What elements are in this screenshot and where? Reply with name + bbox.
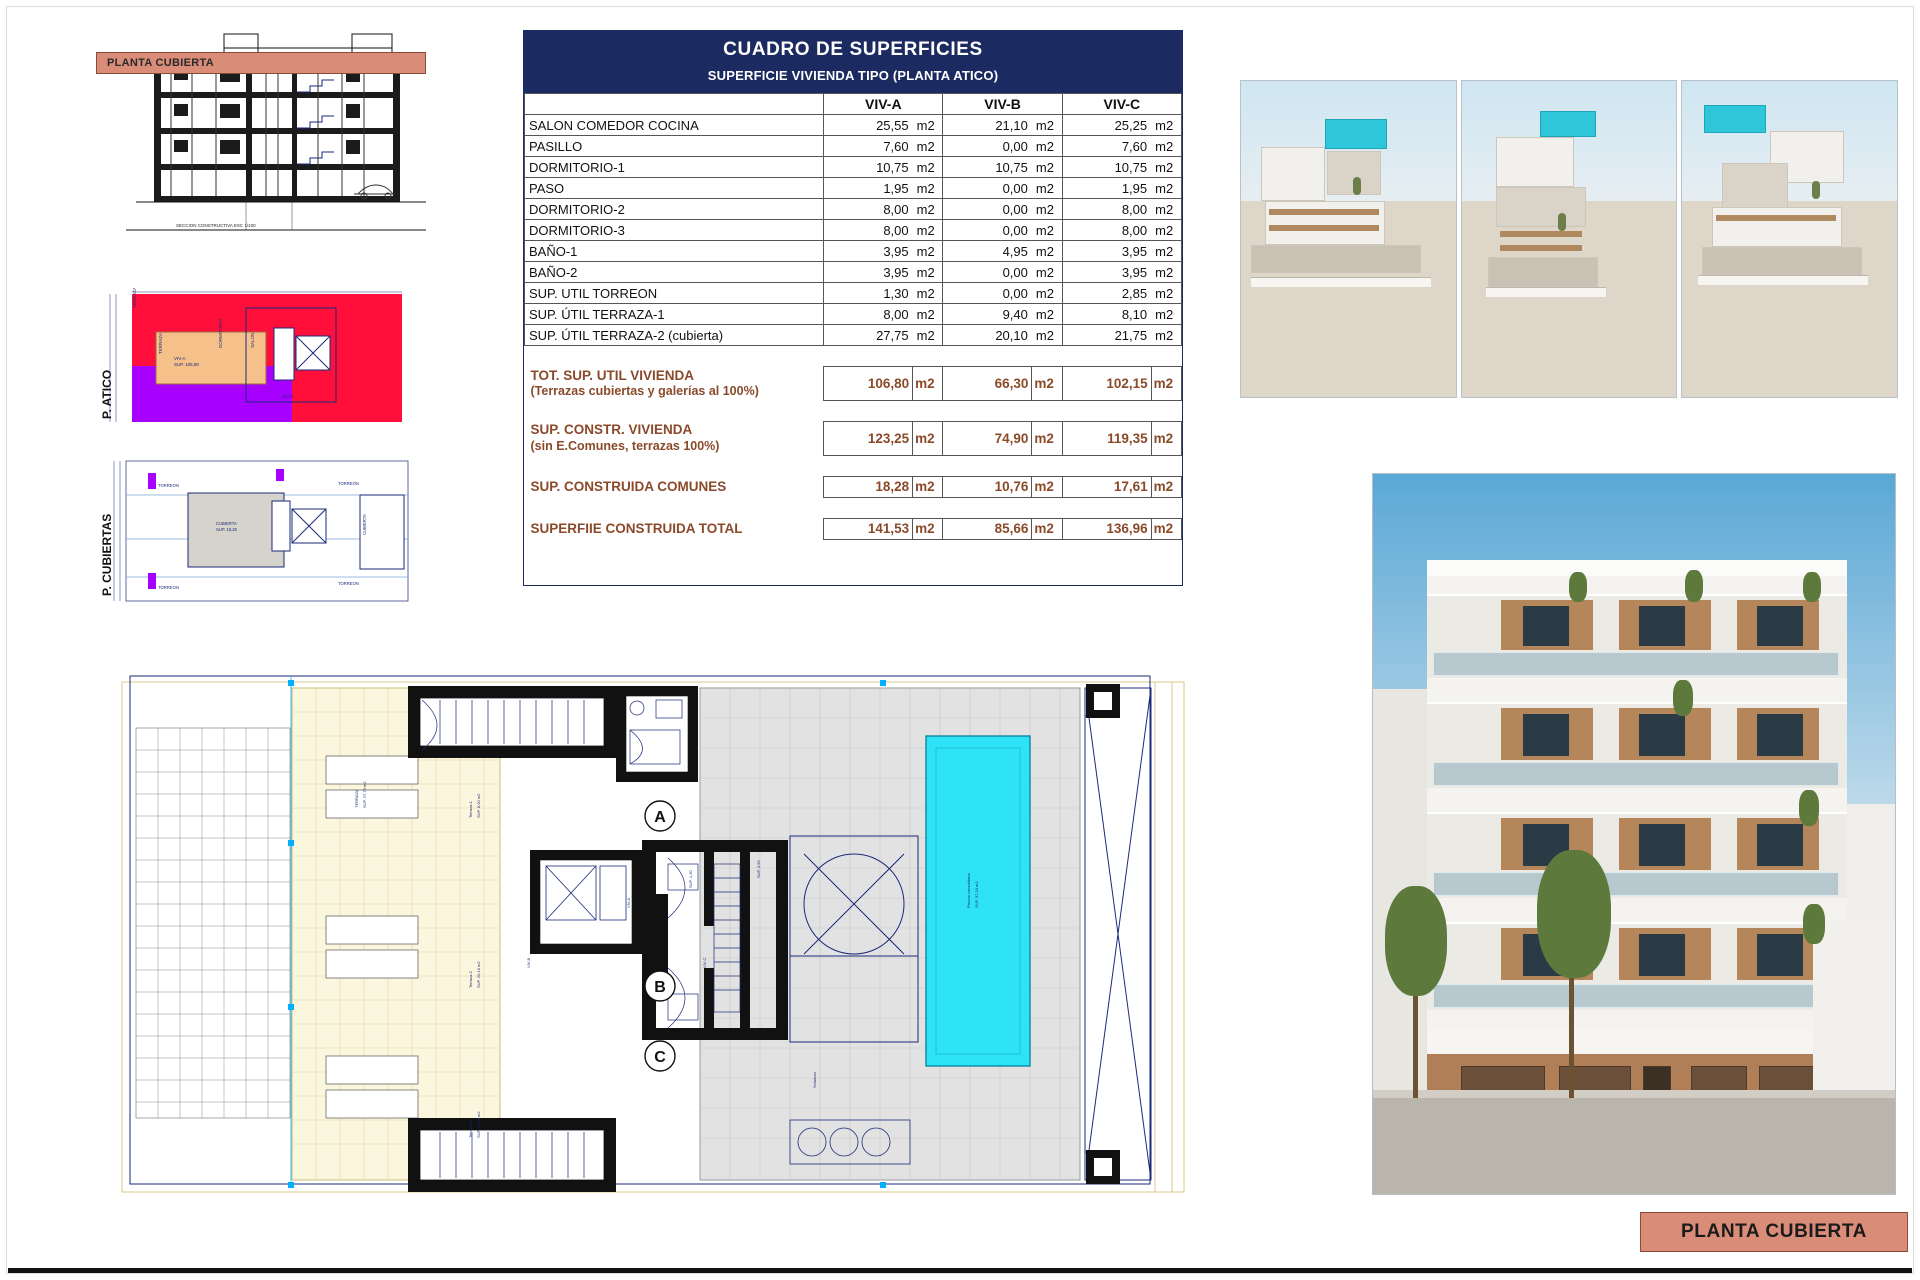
total-value: 102,15	[1062, 367, 1151, 401]
unit-marker-a: A	[654, 809, 666, 826]
table-row	[525, 136, 1182, 157]
cell-value: 1,30	[824, 283, 913, 304]
cell-unit: m2	[1151, 241, 1181, 262]
table-row	[525, 262, 1182, 283]
cell-unit: m2	[913, 220, 943, 241]
window	[1757, 934, 1803, 976]
roof-volume	[1496, 187, 1586, 227]
glass-railing	[1433, 652, 1839, 676]
total-unit: m2	[1032, 421, 1062, 455]
cell-unit: m2	[913, 199, 943, 220]
total-label: SUP. CONSTRUIDA COMUNES	[530, 478, 727, 494]
building-section-drawing	[96, 26, 436, 251]
svg-text:SUP. 21,75 m2: SUP. 21,75 m2	[476, 1111, 481, 1138]
plant	[1812, 181, 1820, 199]
vista-3d-2	[1461, 80, 1678, 398]
cell-unit: m2	[1151, 178, 1181, 199]
row-label: DORMITORIO-1	[525, 157, 824, 178]
deck-strip	[1269, 209, 1379, 215]
table-row	[525, 304, 1182, 325]
deck-strip	[1500, 245, 1582, 251]
cell-unit: m2	[1032, 157, 1062, 178]
cell-value: 10,75	[824, 157, 913, 178]
row-label: SALON COMEDOR COCINA	[525, 115, 824, 136]
total-unit: m2	[913, 476, 943, 497]
svg-text:TERRAZA: TERRAZA	[158, 332, 163, 354]
total-value: 106,80	[824, 367, 913, 401]
planta-cubierta-ribbon	[96, 52, 426, 74]
total-row	[525, 476, 1182, 497]
table-column-headers	[525, 94, 1182, 115]
cell-unit: m2	[1032, 325, 1062, 346]
svg-text:TORREON: TORREON	[158, 483, 179, 488]
roof-volume	[1496, 137, 1574, 187]
roof-plant	[1803, 572, 1821, 602]
planta-cubierta-floor-plan	[100, 668, 1210, 1208]
window	[1757, 714, 1803, 756]
cell-unit: m2	[1151, 157, 1181, 178]
cell-unit: m2	[913, 115, 943, 136]
ground-band	[1427, 1030, 1847, 1054]
bottom-rule	[8, 1268, 1912, 1273]
total-unit: m2	[1032, 367, 1062, 401]
cell-unit: m2	[1151, 325, 1181, 346]
deck-strip	[1716, 215, 1836, 221]
svg-text:Terraza-1: Terraza-1	[468, 801, 473, 818]
cell-value: 21,10	[943, 115, 1032, 136]
total-value: 66,30	[943, 367, 1032, 401]
total-unit: m2	[1151, 518, 1181, 539]
svg-text:Terraza-2: Terraza-2	[468, 971, 473, 988]
cell-value: 8,00	[824, 199, 913, 220]
svg-text:CUBIERTA: CUBIERTA	[216, 521, 237, 526]
tree-trunk	[1569, 958, 1574, 1098]
cell-value: 8,00	[824, 304, 913, 325]
cell-unit: m2	[1032, 304, 1062, 325]
tree-crown	[1385, 886, 1447, 996]
svg-text:TORREON: TORREON	[338, 481, 359, 486]
roof-plant	[1685, 570, 1703, 602]
total-row	[525, 518, 1182, 539]
svg-text:SUP. 18,28: SUP. 18,28	[216, 527, 237, 532]
balcony-plant	[1803, 904, 1825, 944]
cell-value: 8,10	[1062, 304, 1151, 325]
row-label: DORMITORIO-3	[525, 220, 824, 241]
cell-unit: m2	[913, 325, 943, 346]
cell-unit: m2	[1151, 136, 1181, 157]
table-title: CUADRO DE SUPERFICIES	[723, 39, 983, 60]
cell-value: 3,95	[1062, 241, 1151, 262]
balcony-plant	[1673, 680, 1693, 716]
table-row	[525, 178, 1182, 199]
total-label-main: TOT. SUP. UTIL VIVIENDA	[530, 367, 695, 383]
svg-text:TERRAZA: TERRAZA	[132, 288, 137, 308]
cell-value: 7,60	[1062, 136, 1151, 157]
cell-value: 10,75	[943, 157, 1032, 178]
plant	[1353, 177, 1361, 195]
cell-value: 0,00	[943, 220, 1032, 241]
cell-value: 0,00	[943, 136, 1032, 157]
vistas-3d-strip	[1240, 80, 1898, 398]
title-block	[1640, 1212, 1908, 1252]
table-row	[525, 241, 1182, 262]
label-p-atico: P. ATICO	[100, 369, 114, 419]
row-label: SUP. ÚTIL TERRAZA-1	[525, 304, 824, 325]
svg-text:SALON: SALON	[250, 332, 255, 348]
cell-unit: m2	[913, 262, 943, 283]
tree-trunk	[1413, 978, 1418, 1098]
total-label	[525, 367, 824, 401]
cuadro-de-superficies-table	[523, 30, 1183, 586]
total-row	[525, 421, 1182, 455]
table-header	[524, 31, 1182, 93]
svg-text:Terraza-C: Terraza-C	[468, 1120, 473, 1138]
vista-3d-1	[1240, 80, 1457, 398]
cell-unit: m2	[1032, 178, 1062, 199]
cell-unit: m2	[1151, 220, 1181, 241]
window	[1639, 606, 1685, 646]
railing	[1486, 287, 1606, 297]
table-row	[525, 220, 1182, 241]
cell-value: 0,00	[943, 262, 1032, 283]
row-label: SUP. UTIL TORREON	[525, 283, 824, 304]
cell-value: 25,25	[1062, 115, 1151, 136]
cell-unit: m2	[1151, 304, 1181, 325]
cell-unit: m2	[1151, 115, 1181, 136]
total-unit: m2	[1032, 476, 1062, 497]
title-block-label: PLANTA CUBIERTA	[1681, 1221, 1867, 1242]
cell-unit: m2	[1032, 262, 1062, 283]
total-unit: m2	[913, 518, 943, 539]
cell-value: 7,60	[824, 136, 913, 157]
total-label-main: SUP. CONSTR. VIVIENDA	[530, 422, 693, 438]
cell-value: 8,00	[1062, 199, 1151, 220]
cell-value: 4,95	[943, 241, 1032, 262]
row-label: BAÑO-1	[525, 241, 824, 262]
cell-value: 27,75	[824, 325, 913, 346]
svg-text:DORMITORIO: DORMITORIO	[218, 318, 223, 348]
window	[1639, 824, 1685, 866]
cell-unit: m2	[913, 178, 943, 199]
cell-value: 8,00	[1062, 220, 1151, 241]
table-row	[525, 157, 1182, 178]
total-unit: m2	[1032, 518, 1062, 539]
cell-unit: m2	[1032, 283, 1062, 304]
svg-text:VIV-C: VIV-C	[282, 394, 294, 399]
total-unit: m2	[1151, 476, 1181, 497]
unit-marker-c: C	[654, 1049, 666, 1066]
window	[1639, 934, 1685, 976]
cell-unit: m2	[913, 157, 943, 178]
svg-text:CUBIERTA: CUBIERTA	[362, 514, 367, 535]
total-value: 141,53	[824, 518, 913, 539]
total-unit: m2	[1151, 367, 1181, 401]
terrace-slab	[1712, 207, 1842, 247]
total-label	[525, 421, 824, 455]
roof-volume	[1722, 163, 1788, 209]
total-label-sub: (sin E.Comunes, terrazas 100%)	[530, 439, 720, 454]
total-value: 17,61	[1062, 476, 1151, 497]
cell-value: 20,10	[943, 325, 1032, 346]
svg-text:TORREON: TORREON	[338, 581, 359, 586]
surfaces-table	[524, 93, 1182, 540]
svg-text:SUP. 3,95: SUP. 3,95	[756, 860, 761, 878]
pool-3d	[1704, 105, 1766, 133]
total-value: 10,76	[943, 476, 1032, 497]
total-value: 123,25	[824, 421, 913, 455]
atico-schematic	[96, 288, 436, 428]
svg-text:SUP. 27,75 m2: SUP. 27,75 m2	[362, 781, 367, 808]
cell-value: 10,75	[1062, 157, 1151, 178]
base-volume	[1488, 257, 1598, 287]
pool-3d	[1540, 111, 1596, 137]
cell-unit: m2	[1032, 241, 1062, 262]
svg-text:SECCION CONSTRUCTIVA ESC 1/10: SECCION CONSTRUCTIVA ESC 1/100	[176, 223, 256, 228]
base-volume	[1251, 245, 1421, 273]
table-row	[525, 199, 1182, 220]
cell-unit: m2	[1032, 220, 1062, 241]
svg-text:Solarium: Solarium	[812, 1072, 817, 1088]
svg-text:SUP. 1,30: SUP. 1,30	[688, 870, 693, 888]
cell-unit: m2	[1151, 262, 1181, 283]
cell-value: 0,00	[943, 283, 1032, 304]
row-header-blank	[525, 94, 824, 115]
svg-text:VIV-B: VIV-B	[526, 957, 531, 968]
plant	[1558, 213, 1566, 231]
vista-3d-3	[1681, 80, 1898, 398]
street	[1373, 1098, 1895, 1194]
col-head-viv-c: VIV-C	[1062, 94, 1181, 115]
total-value: 119,35	[1062, 421, 1151, 455]
total-value: 74,90	[943, 421, 1032, 455]
table-row	[525, 325, 1182, 346]
svg-text:VIV-C: VIV-C	[702, 957, 707, 968]
total-label-sub: (Terrazas cubiertas y galerías al 100%)	[530, 384, 759, 399]
cubiertas-schematic	[96, 455, 436, 615]
cell-value: 3,95	[824, 262, 913, 283]
cell-value: 2,85	[1062, 283, 1151, 304]
cell-value: 9,40	[943, 304, 1032, 325]
svg-text:Piscina comunitaria: Piscina comunitaria	[966, 873, 971, 908]
svg-text:VIV-A: VIV-A	[174, 356, 186, 361]
window	[1757, 606, 1803, 646]
svg-text:SUP. 8,00 m2: SUP. 8,00 m2	[476, 793, 481, 818]
window	[1639, 714, 1685, 756]
glass-railing	[1433, 762, 1839, 786]
cubiertas-svg	[96, 455, 436, 615]
row-label: SUP. ÚTIL TERRAZA-2 (cubierta)	[525, 325, 824, 346]
cell-unit: m2	[1151, 199, 1181, 220]
row-label: PASO	[525, 178, 824, 199]
svg-text:TERRAZA: TERRAZA	[354, 789, 359, 808]
railing	[1251, 277, 1431, 287]
total-value: 18,28	[824, 476, 913, 497]
cell-value: 3,95	[824, 241, 913, 262]
row-label: BAÑO-2	[525, 262, 824, 283]
cell-unit: m2	[1032, 199, 1062, 220]
svg-text:VIV-A: VIV-A	[626, 897, 631, 908]
tree-crown	[1537, 850, 1611, 978]
glass-railing	[1433, 872, 1839, 896]
cell-unit: m2	[913, 241, 943, 262]
base-volume	[1702, 247, 1862, 275]
total-label: SUPERFIIE CONSTRUIDA TOTAL	[530, 520, 743, 536]
cell-unit: m2	[1151, 283, 1181, 304]
total-value: 85,66	[943, 518, 1032, 539]
cell-unit: m2	[1032, 136, 1062, 157]
row-label: PASILLO	[525, 136, 824, 157]
cell-unit: m2	[913, 283, 943, 304]
pool-3d	[1325, 119, 1387, 149]
col-head-viv-a: VIV-A	[824, 94, 943, 115]
unit-marker-b: B	[654, 979, 666, 996]
parapet	[1427, 560, 1847, 576]
glass-railing	[1433, 984, 1839, 1008]
table-subtitle: SUPERFICIE VIVIENDA TIPO (PLANTA ATICO)	[707, 68, 999, 83]
cell-value: 3,95	[1062, 262, 1151, 283]
total-unit: m2	[913, 367, 943, 401]
floor-plan-svg	[100, 668, 1210, 1208]
cell-value: 21,75	[1062, 325, 1151, 346]
window	[1523, 606, 1569, 646]
cell-value: 8,00	[824, 220, 913, 241]
cell-unit: m2	[913, 136, 943, 157]
svg-text:SUP. 37,20 m2: SUP. 37,20 m2	[974, 881, 979, 908]
deck-strip	[1500, 231, 1582, 237]
total-unit: m2	[913, 421, 943, 455]
render-fachada	[1372, 473, 1896, 1195]
window	[1757, 824, 1803, 866]
roof-volume	[1261, 147, 1325, 201]
total-unit: m2	[1151, 421, 1181, 455]
terrace-slab	[1265, 201, 1385, 245]
cell-value: 0,00	[943, 178, 1032, 199]
railing	[1698, 275, 1868, 285]
cell-unit: m2	[913, 304, 943, 325]
cell-unit: m2	[1032, 115, 1062, 136]
cell-value: 25,55	[824, 115, 913, 136]
total-row	[525, 367, 1182, 401]
table-row	[525, 115, 1182, 136]
roof-plant	[1569, 572, 1587, 602]
window	[1523, 714, 1569, 756]
svg-text:TORREON: TORREON	[158, 585, 179, 590]
label-p-cubiertas: P. CUBIERTAS	[100, 513, 114, 596]
low-wall	[1813, 920, 1896, 1090]
cell-value: 1,95	[1062, 178, 1151, 199]
cell-value: 0,00	[943, 199, 1032, 220]
planta-cubierta-ribbon-label: PLANTA CUBIERTA	[107, 57, 214, 69]
table-row	[525, 283, 1182, 304]
row-label: DORMITORIO-2	[525, 199, 824, 220]
svg-text:SUP. 20,10 m2: SUP. 20,10 m2	[476, 961, 481, 988]
balcony-plant	[1799, 790, 1819, 826]
svg-text:SUP. 106,80: SUP. 106,80	[174, 362, 199, 367]
total-value: 136,96	[1062, 518, 1151, 539]
col-head-viv-b: VIV-B	[943, 94, 1062, 115]
cell-value: 1,95	[824, 178, 913, 199]
atico-svg	[96, 288, 436, 428]
deck-strip	[1269, 225, 1379, 231]
